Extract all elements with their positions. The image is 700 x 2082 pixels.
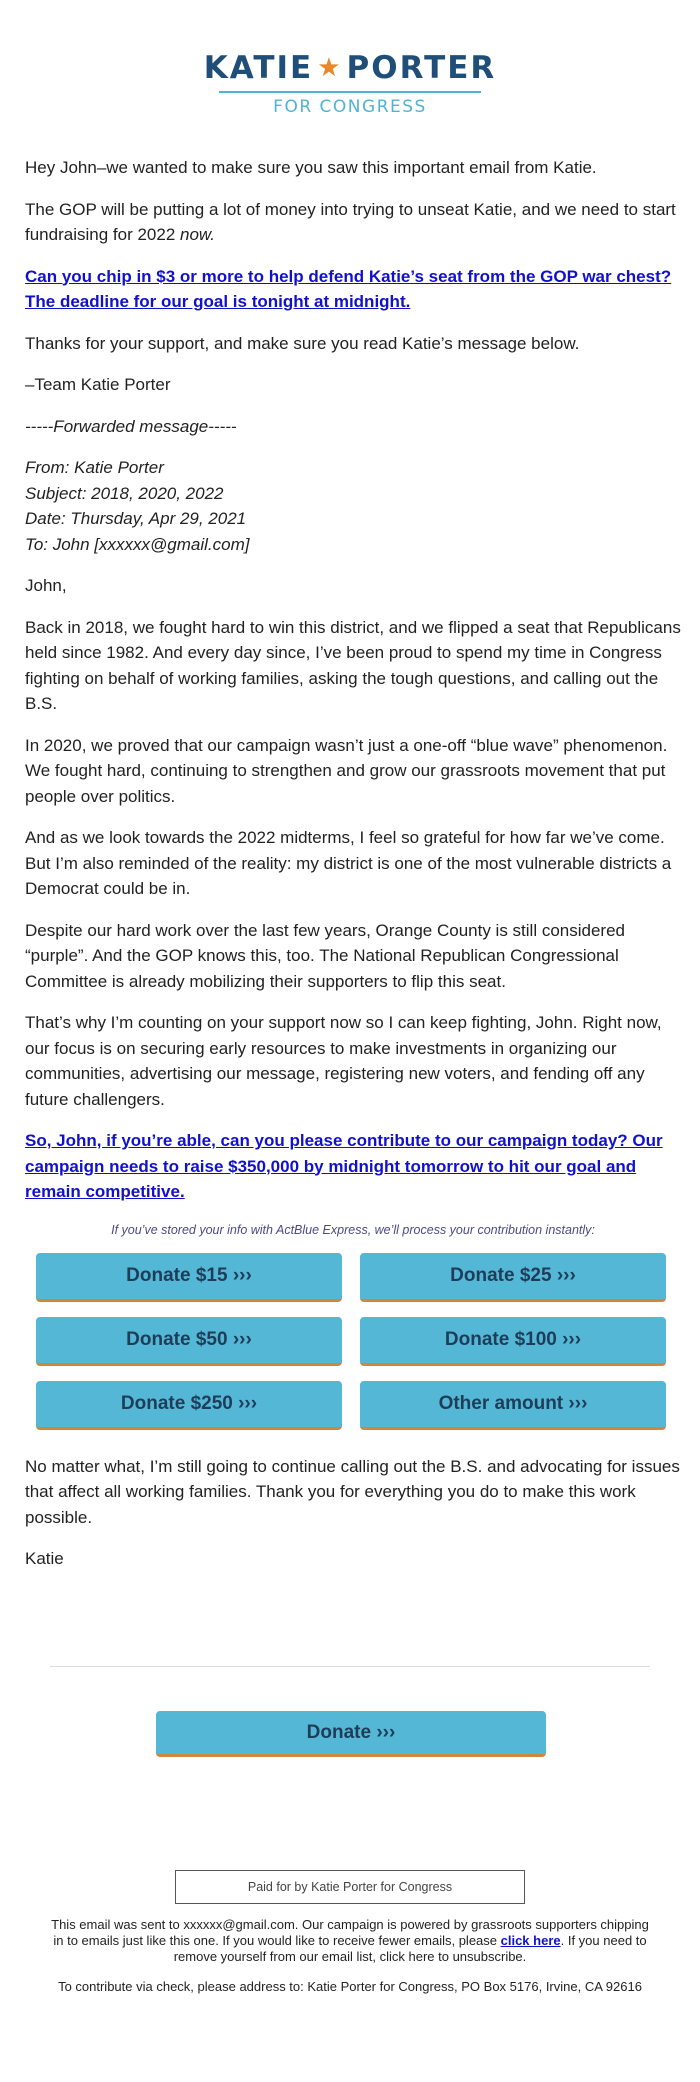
logo-name-right: PORTER [346, 50, 497, 86]
fewer-emails-link[interactable]: click here [500, 1933, 561, 1948]
footer-unsubscribe-text: . If you need to remove yourself from our email list, click here to unsubscribe. [173, 1933, 647, 1964]
forward-to: To: John [xxxxxx@gmail.com] [25, 534, 250, 554]
intro-paragraph: Hey John–we wanted to make sure you saw this important email from Katie. [25, 158, 597, 177]
logo-subtitle: FOR CONGRESS [273, 97, 427, 117]
letter-signature: Katie [25, 1549, 64, 1568]
letter-paragraph: In 2020, we proved that our campaign wasn’t just a one-off “blue wave” phenomenon. We fought hard, continuing to strengthen and grow our grassroots movement that put people over politics. [25, 735, 668, 806]
mailing-address: To contribute via check, please address to: Katie Porter for Congress, PO Box 5176, Irvine, CA 92616 [58, 1979, 642, 1994]
fundraising-paragraph [25, 197, 681, 248]
cta-paragraph-2 [25, 1128, 681, 1205]
logo-rule [219, 91, 481, 93]
paid-for-disclaimer: Paid for by Katie Porter for Congress [175, 1870, 525, 1904]
cta-paragraph-1 [25, 264, 681, 315]
forwarded-marker: -----Forwarded message----- [25, 416, 237, 436]
forward-date: Date: Thursday, Apr 29, 2021 [25, 509, 247, 528]
letter-paragraph: That’s why I’m counting on your support now so I can keep fighting, John. Right now, our focus is on securing early resources to make investments in organizing our communities, advertising our message, registering new voters, and fending off any future challengers. [25, 1013, 662, 1109]
star-icon: ★ [317, 53, 343, 83]
email-body [25, 155, 681, 1588]
team-signoff: –Team Katie Porter [25, 375, 171, 394]
letter-paragraph: Despite our hard work over the last few years, Orange County is still considered “purple”. And the GOP knows this, too. The National Republican Congressional Committee is already mobilizing their supporters to flip this seat. [25, 920, 625, 991]
actblue-note: If you’ve stored your info with ActBlue Express, we’ll process your contribution instantly: [111, 1222, 595, 1237]
chip-in-link[interactable]: Can you chip in $3 or more to help defend Katie’s seat from the GOP war chest? The deadline for our goal is tonight at midnight. [25, 266, 672, 311]
campaign-logo [0, 50, 700, 117]
donate-250-button[interactable]: Donate $250 ››› [36, 1381, 342, 1430]
donate-25-button[interactable]: Donate $25 ››› [360, 1253, 666, 1302]
donate-50-button[interactable]: Donate $50 ››› [36, 1317, 342, 1366]
forward-subject: Subject: 2018, 2020, 2022 [25, 483, 224, 503]
forward-from: From: Katie Porter [25, 458, 164, 477]
donate-100-button[interactable]: Donate $100 ››› [360, 1317, 666, 1366]
letter-paragraph: And as we look towards the 2022 midterms, I feel so grateful for how far we’ve come. But I’m also reminded of the reality: my district is one of the most vulnerable districts a Democrat could be in. [25, 828, 672, 898]
divider [50, 1666, 650, 1667]
email-footer [50, 1917, 650, 2009]
donate-15-button[interactable]: Donate $15 ››› [36, 1253, 342, 1302]
fundraising-emphasis: now. [180, 225, 215, 244]
footer-sent-to: This email was sent to xxxxxx@gmail.com. Our campaign is powered by grassroots supporters chipping in to emails just like this one. If you would like to receive fewer emails, please [51, 1917, 649, 1948]
thanks-paragraph: Thanks for your support, and make sure you read Katie’s message below. [25, 333, 580, 353]
donate-button-grid [36, 1253, 681, 1430]
donate-main-button[interactable]: Donate ››› [156, 1711, 546, 1757]
logo-wordmark [0, 50, 700, 86]
letter-paragraph: Back in 2018, we fought hard to win this district, and we flipped a seat that Republicans held since 1982. And every day since, I’ve been proud to spend my time in Congress fighting on behalf of working families, asking the tough questions, and calling out the B.S. [25, 617, 681, 713]
donate-other-amount-button[interactable]: Other amount ››› [360, 1381, 666, 1430]
logo-name-left: KATIE [203, 50, 314, 86]
footer-notice [50, 1917, 650, 1965]
closing-paragraph: No matter what, I’m still going to continue calling out the B.S. and advocating for issues that affect all working families. Thank you for everything you do to make this work possible. [25, 1456, 680, 1527]
contribute-link[interactable]: So, John, if you’re able, can you please contribute to our campaign today? Our campaign needs to raise $350,000 by midnight tomorrow to hit our goal and remain competitive. [25, 1131, 663, 1201]
forward-header [25, 455, 681, 557]
fundraising-text: The GOP will be putting a lot of money into trying to unseat Katie, and we need to start fundraising for 2022 [25, 199, 676, 244]
letter-greeting: John, [25, 576, 67, 595]
